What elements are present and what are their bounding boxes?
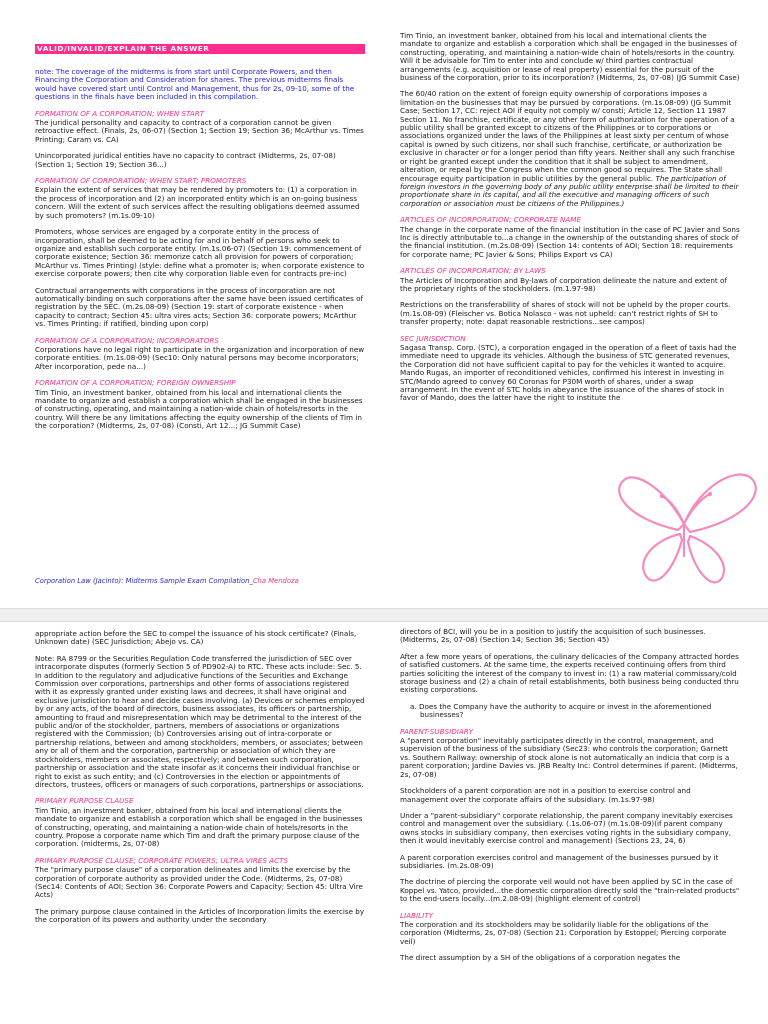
paragraph-text: Stockholders of a parent corporation are not in a position to exercise control and management over the corporate affairs of the subsidiary. (m.1s.97-98) <box>400 786 691 804</box>
section-heading: PARENT-SUBSIDIARY <box>400 726 474 736</box>
paragraph <box>400 90 740 208</box>
paragraph-text: After a few more years of operations, the culinary delicacies of the Company attracted hordes of satisfied customers. At the same time, the experts received continuing offers from third parties soliciting the interest of the company to invest in: (1) a raw material commissary/cold storage business and (2) a chain of retail establishments, both business being conducted thru existing corporations. <box>400 651 739 695</box>
paragraph <box>400 954 740 962</box>
paragraph <box>400 728 740 779</box>
paragraph <box>35 228 365 278</box>
paragraph <box>400 878 740 903</box>
paragraph <box>400 787 740 804</box>
footer-author: Cha Mendoza <box>252 577 299 585</box>
paragraph-text: The change in the corporate name of the financial institution in the case of PC Javier and Sons Inc is directly attributable to...a change in the ownership of the outstanding shares of stock of the financial institution. (m.2s.08-09) (Section 14: contents of AOI; Section 18: requirements for corporate name; PC Javier & Sons; Philips Export vs CA) <box>400 224 740 259</box>
paragraph-text: A "parent corporation" inevitably participates directly in the control, management, and supervision of the business of the subsidiary (Sec23: who controls the corporation; Garnett vs. Southern Railway: ownership of stock alone is not automatically an indicia that corp is a parent corporation; Jardine Davies vs. JRB Realty Inc: Control determines if parent. (Midterms, 2s, 07-08) <box>400 736 738 779</box>
footer-course: Corporation Law (Jacinto): Midterms Sample Exam Compilation_ <box>35 577 253 585</box>
paragraph-text: Contractual arrangements with corporations in the process of incorporation are not automatically binding on such corporations after the same have been issued certificates of registration by the SEC. (m.2s.08-09) (Section 19: start of corporate existence - when capacity to contract; Section 45: ultra vires acts; Section 36: corporate powers; McArthur vs. Times Printing: if ratified, binding upon corp) <box>35 285 364 329</box>
coverage-note: note: The coverage of the midterms is from start until Corporate Powers, and then Financing the Corporation and Consideration for shares. The previous midterms finals would have covered start until Control and Management, thus for 2s, 09-10, some of the questions in the finals have been included in this compilation. <box>35 67 355 102</box>
paragraph <box>400 335 740 403</box>
paragraph-text: The "primary purpose clause" of a corporation delineates and limits the exercise by the corporation of corporate authority as provided under the Code. (Midterms, 2s, 07-08) (Sec14: Contents of AOI; Section 36: Corporate Powers and Capacity; Section 45: Ultra Vire Acts) <box>35 865 363 900</box>
page-footer <box>35 577 635 585</box>
page-separator <box>0 608 768 622</box>
paragraph <box>400 653 740 695</box>
paragraph-text: Tim Tinio, an investment banker, obtained from his local and international clients the mandate to organize and establish a corporation which shall be engaged in the businesses of constructing, operating, and maintaining a nation-wide chain of hotels/resorts in the country. Will it be advisable for Tim to enter into and conclude w/ third parties contractual arrangements (e.g. acquisition or lease of real property) essential for the pursuit of the business of the corporation, prior to its incorporation? (Midterms, 2s, 07-08) (JG Summit Case) <box>400 31 740 83</box>
right-top-paragraphs <box>400 32 740 403</box>
section-heading: PRIMARY PURPOSE CLAUSE; CORPORATE POWERS; ULTRA VIRES ACTS <box>35 855 289 865</box>
paragraph <box>400 854 740 871</box>
paragraph <box>35 908 365 925</box>
right-bottom-paragraphs <box>400 628 740 963</box>
paragraph-text: Note: RA 8799 or the Securities Regulation Code transferred the jurisdiction of SEC over intracorporate disputes (formerly Section 5 of PD902-A) to RTC. These acts include: Sec. 5. In addition to the regulatory and adjudicative functions of the Securities and Exchange Commission over corporations, partnerships and other forms of associations registered with it as expressly granted under existing laws and decrees, it shall have original and exclusive jurisdiction to hear and decide cases involving. (a) Devices or schemes employed by or any acts, of the board of directors, business associates, its officers or partnership, amounting to fraud and misrepresentation which may be detrimental to the interest of the public and/or of the stockholder, partners, members of associations or organizations registered with the Commission; (b) Controversies arising out of intra-corporate or partnership relations, between and among stockholders, members, or associates; between any or all of them and the corporation, partnership or association of which they are stockholders, members or associates, respectively; and between such corporation, partnership or association and the state insofar as it concerns their individual franchise or right to exist as such entity; and (c) Controversies in the election or appointments of directors, trustees, officers or managers of such corporations, partnerships or associations. <box>35 653 365 789</box>
paragraph <box>35 177 365 220</box>
paragraph-text: Explain the extent of services that may be rendered by promoters to: (1) a corporation in the process of incorporation and (2) an incorporated entity which is an on-going business concern. Will the extent of such services affect the resulting obligations deemed assumed by such promoters? (m.1s.09-10) <box>35 185 360 220</box>
left-bottom-paragraphs <box>35 630 365 925</box>
paragraph <box>35 797 365 848</box>
paragraph <box>400 267 740 293</box>
paragraph <box>400 32 740 82</box>
section-heading: FORMATION OF CORPORATION; WHEN START; PROMOTERS <box>35 176 247 186</box>
paragraph-text: Unincorporated juridical entities have no capacity to contract (Midterms, 2s, 07-08) (Section 1; Section 19; Section 36...) <box>35 151 336 169</box>
section-heading: LIABILITY <box>400 910 433 920</box>
paragraph-text: Promoters, whose services are engaged by a corporate entity in the process of incorporation, shall be deemed to be acting for and in behalf of persons who seek to organize and establish such corporate entity. (m.1s.06-07) (Section 19: commencement of corporate existence; Section 36: memorize catch all provision for powers of corporation; McArthur vs. Times Printing) (style: define what a promoter is; when corporate existence to exercise corporate powers; then cite why corporation liable even for contracts pre-inc) <box>35 227 365 279</box>
right-column-page-1 <box>400 32 740 411</box>
paragraph-text: The primary purpose clause contained in the Articles of Incorporation limits the exercise by the corporation of its powers and authority under the secondary <box>35 906 365 925</box>
list-item-text: a. Does the Company have the authority to acquire or invest in the aforementioned businesses? <box>410 701 712 720</box>
paragraph-text: Corporations have no legal right to participate in the organization and incorporation of new corporate entities. (m.1s.08-09) (Sec10: Only natural persons may become incorporators; After incorporation, pede na...) <box>35 344 365 371</box>
left-column-page-2 <box>35 630 365 933</box>
section-heading: FORMATION OF A CORPORATION; WHEN START <box>35 108 205 118</box>
section-heading: ARTICLES OF INCORPORATION; BY LAWS <box>400 266 546 276</box>
section-heading: SEC JURISDICTION <box>400 333 466 343</box>
paragraph <box>400 216 740 259</box>
paragraph-text: The corporation and its stockholders may be solidarily liable for the obligations of the corporation (Midterms, 2s, 07-08) (Section 21: Corporation by Estoppel; Piercing corporate veil) <box>400 919 727 946</box>
paragraph-text: Under a "parent-subsidiary" corporate relationship, the parent company inevitably exercises control and management over the subsidiary. (.1s.06-07) (m.1s.08-09)(if parent company owns stocks in subsidiary company, then exercises voting rights in the subsidiary company, then it would inevitably exercise control and management) (Sections 23, 24, 6) <box>400 810 733 846</box>
paragraph <box>35 630 365 647</box>
paragraph <box>400 301 740 326</box>
paragraph-text: The direct assumption by a SH of the obligations of a corporation negates the <box>400 953 681 963</box>
paragraph <box>35 337 365 372</box>
section-heading: FORMATION OF A CORPORATION; INCORPORATORS <box>35 335 219 345</box>
document-page-2 <box>0 622 768 1024</box>
right-column-page-2 <box>400 628 740 971</box>
paragraph <box>35 379 365 430</box>
paragraph-text: The 60/40 ration on the extent of foreign equity ownership of corporations imposes a limitation on the businesses that may be pursued by corporations. (m.1s.08-09) (JG Summit Case; Section 17, CC: reject AOI if equity not comply w/ consti; Article 12, Section 11 1987 Section 11. No franchise, certificate, or any other form of authorization for the operation of a public utility shall be granted except to citizens of the Philippines or to corporations or associations organized under the laws of the Philippines at least sixty per centum of whose capital is owned by such citizens, nor shall such franchise, certificate, or authorization be exclusive in character or for a longer period than fifty years. Neither shall any such franchise or right be granted except under the condition that it shall be subject to amendment, alteration, or repeal by the Congress when the common good so requires. The State shall encourage equity participation in public utilities by the general public. <box>400 89 735 183</box>
paragraph <box>400 812 740 846</box>
paragraph <box>35 287 365 329</box>
emphasized-text: The participation of foreign investors in the governing body of any public utility enterprise shall be limited to their proportionate share in its capital, and all the executive and managing officers of such corporation or association must be citizens of the Philippines.) <box>400 173 739 208</box>
paragraph-text: appropriate action before the SEC to compel the issuance of his stock certificate? (Finals, Unknown date) (SEC Jurisdiction; Abejo vs. CA) <box>35 629 357 647</box>
paragraph <box>400 703 740 720</box>
left-column-page-1 <box>35 42 365 439</box>
section-heading: FORMATION OF A CORPORATION; FOREIGN OWNERSHIP <box>35 378 236 388</box>
paragraph-text: Tim Tinio, an investment banker, obtained from his local and international clients the mandate to organize and establish a corporation which shall be engaged in the businesses of constructing, operating, and maintaining a nation-wide chain of hotels/resorts in the country. Propose a corporate name which Tim and draft the primary purpose clause of the corporation. (midterms, 2s, 07-08) <box>35 805 363 849</box>
paragraph <box>35 857 365 900</box>
left-top-paragraphs <box>35 110 365 431</box>
paragraph <box>35 655 365 790</box>
paragraph-text: Tim Tinio, an investment banker, obtained from his local and international clients the mandate to organize and establish a corporation which shall be engaged in the businesses of constructing, operating, and maintaining a nation-wide chain of hotels/resorts in the country. Will there be any limitations affecting the equity ownership of the clients of Tim in the corporation? (Midterms, 2s, 07-08) (Consti, Art 12...; JG Summit Case) <box>35 387 363 431</box>
paragraph-text: The doctrine of piercing the corporate veil would not have been applied by SC in the case of Koppel vs. Yatco, provided...the domestic corporation directly sold the "train-related products" to the end-users locally...(m.2.08-09) (highlight element of control) <box>400 877 740 904</box>
section-heading: PRIMARY PURPOSE CLAUSE <box>35 796 134 806</box>
paragraph-text: The Articles of Incorporation and By-laws of corporation delineate the nature and extent of the proprietary rights of the stockholders. (m.1.97-98) <box>400 275 727 293</box>
paragraph <box>35 152 365 169</box>
paragraph <box>400 912 740 947</box>
paragraph-text: Restrictions on the transferability of shares of stock will not be upheld by the proper courts. (m.1s.08-09) (Fleischer vs. Botica Nolasco - was not upheld: can't restrict rights of SH to transfer property; note: dapat reasonable restrictions...see campos) <box>400 300 731 327</box>
paragraph-text: directors of BCI, will you be in a position to justify the acquisition of such businesses.(Midterms, 2s, 07-08) (Section 14; Section 36; Section 45) <box>400 627 706 645</box>
paragraph-text: The juridical personality and capacity to contract of a corporation cannot be given retroactive effect. (Finals, 2s, 06-07) (Section 1; Section 19; Section 36; McArthur vs. Times Printing; Caram vs. CA) <box>35 118 364 144</box>
section-label: VALID/INVALID/EXPLAIN THE ANSWER <box>35 44 365 54</box>
paragraph <box>35 110 365 145</box>
paragraph <box>400 628 740 645</box>
paragraph-text: Sagasa Transp. Corp. (STC), a corporation engaged in the operation of a fleet of taxis had the immediate need to upgrade its vehicles. Although the business of STC generated revenues, the Corporation did not have sufficient capital to pay for the vehicles it wanted to acquire. Mando Rugas, an importer of reconditioned vehicles, confirmed his interest in investing in STC/Mando agreed to convey 60 Coronas for P30M worth of shares, under a swap arrangement. In the event of STC holds in abeyance the issuance of the shares of stock in favor of Mando, does the latter have the right to institute the <box>400 343 737 403</box>
paragraph-text: A parent corporation exercises control and management of the businesses pursued by it subsidiaries. (m.2s.08-09) <box>400 852 719 870</box>
section-heading: ARTICLES OF INCORPORATION; CORPORATE NAME <box>400 215 582 225</box>
